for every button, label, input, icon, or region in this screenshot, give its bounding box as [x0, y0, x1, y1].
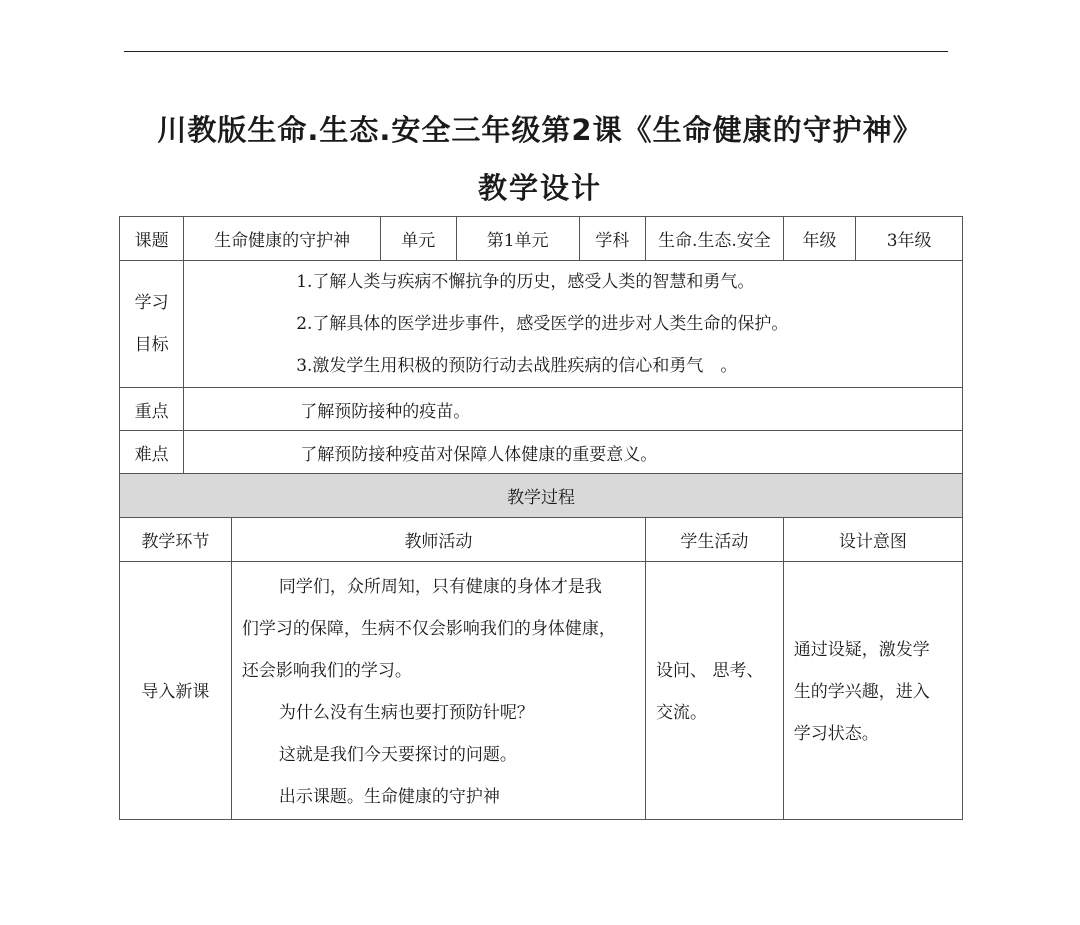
document-title: 川教版生命.生态.安全三年级第2课《生命健康的守护神》	[157, 113, 923, 147]
design-intent-line: 生的学兴趣，进入	[793, 681, 930, 702]
difficulty-text: 了解预防接种疫苗对保障人体健康的重要意义。	[184, 431, 963, 474]
teacher-activity-line: 为什么没有生病也要打预防针呢？	[278, 702, 534, 723]
key-point-text: 了解预防接种的疫苗。	[184, 388, 963, 431]
table-row-key-point	[120, 388, 963, 431]
unit-value: 第1单元	[456, 217, 579, 261]
subject-label: 学科	[579, 217, 645, 261]
teacher-activity-line: 这就是我们今天要探讨的问题。	[278, 744, 517, 765]
grade-value: 3年级	[856, 217, 963, 261]
subject-value: 生命.生态.安全	[646, 217, 784, 261]
teacher-activity-cell	[231, 562, 645, 820]
goal-item: 1.了解人类与疾病不懈抗争的历史，感受人类的智慧和勇气。	[296, 272, 755, 292]
lesson-plan-table	[119, 216, 963, 820]
goals-list	[184, 261, 963, 388]
header-rule	[124, 51, 948, 52]
table-row-header	[120, 217, 963, 261]
table-row-process-title	[120, 474, 963, 518]
difficulty-label: 难点	[120, 431, 184, 474]
design-intent-line: 学习状态。	[793, 723, 879, 744]
teacher-activity-line: 们学习的保障，生病不仅会影响我们的身体健康，	[241, 618, 616, 639]
teacher-activity-line: 同学们，众所周知，只有健康的身体才是我	[278, 576, 602, 597]
student-activity-cell	[646, 562, 784, 820]
topic-value: 生命健康的守护神	[184, 217, 381, 261]
process-title: 教学过程	[120, 474, 963, 518]
key-point-label: 重点	[120, 388, 184, 431]
student-activity-line: 设问、 思考、	[656, 660, 764, 681]
table-row-column-headers	[120, 518, 963, 562]
teacher-activity-line: 出示课题。生命健康的守护神	[278, 786, 500, 807]
goals-label-line: 目标	[134, 335, 169, 355]
design-intent-cell	[783, 562, 962, 820]
unit-label: 单元	[380, 217, 456, 261]
column-header-teacher: 教师活动	[231, 518, 645, 562]
goal-item: 3.激发学生用积极的预防行动去战胜疾病的信心和勇气 。	[296, 356, 738, 376]
table-row-difficulty	[120, 431, 963, 474]
document-subtitle: 教学设计	[477, 171, 602, 205]
column-header-stage: 教学环节	[120, 518, 232, 562]
table-row	[120, 562, 963, 820]
goal-item: 2.了解具体的医学进步事件，感受医学的进步对人类生命的保护。	[296, 314, 789, 334]
stage-cell: 导入新课	[120, 562, 232, 820]
column-header-student: 学生活动	[646, 518, 784, 562]
teacher-activity-line: 还会影响我们的学习。	[241, 660, 412, 681]
column-header-intent: 设计意图	[783, 518, 962, 562]
topic-label: 课题	[120, 217, 184, 261]
goals-label	[120, 261, 184, 388]
goals-label-line: 学习	[134, 293, 169, 313]
design-intent-line: 通过设疑，激发学	[793, 639, 930, 660]
student-activity-line: 交流。	[656, 702, 708, 723]
grade-label: 年级	[783, 217, 855, 261]
table-row-goals	[120, 261, 963, 388]
